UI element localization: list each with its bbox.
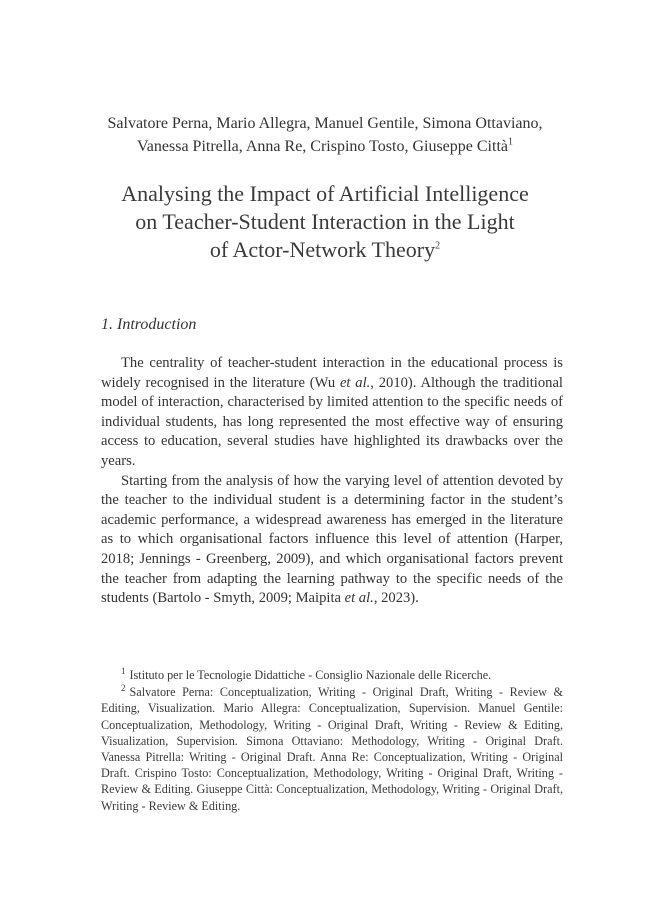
paper-title — [60, 180, 590, 264]
author-footnote-ref[interactable]: 1 — [508, 136, 513, 148]
footnotes — [101, 667, 563, 814]
paragraph-1-etal: et al. — [339, 374, 371, 391]
title-line-3-text: of Actor-Network Theory — [209, 237, 436, 262]
author-line-2-text: Vanessa Pitrella, Anna Re, Crispino Tosto, Giuseppe Città — [137, 138, 508, 155]
footnote-2 — [101, 684, 563, 814]
footnote-1-text: Istituto per le Tecnologie Didattiche - Consiglio Nazionale delle Ricerche. — [129, 668, 492, 682]
paragraph-2-part-a: Starting from the analysis of how the varying level of attention devoted by the teacher to the individual student is a determining factor in the student’s academic performance, a widespread awareness has emerged in the literature as to which organisational factors influence this level of attention (Harper, 2018; Jennings - Greenberg, 2009), and which organisational factors prevent the teacher from adapting the learning pathway to the specific needs of the students (Bartolo - Smyth, 2009; Maipita — [101, 472, 563, 607]
title-footnote-ref[interactable]: 2 — [435, 240, 441, 252]
paragraph-2 — [101, 472, 563, 609]
author-line-1: Salvatore Perna, Mario Allegra, Manuel Gentile, Simona Ottaviano, — [107, 115, 543, 132]
section-heading: 1. Introduction — [101, 316, 197, 333]
author-list — [60, 112, 590, 158]
footnote-1 — [101, 667, 563, 683]
body-text — [101, 354, 563, 609]
paragraph-2-etal: et al. — [344, 590, 374, 607]
footnote-2-text: Salvatore Perna: Conceptualization, Writing - Original Draft, Writing - Review & Editing, Visualization. Mario Allegra: Conceptualization, Supervision. Manuel Gentile: Conceptualization, Methodology, Writing - Original Draft, Writing - Review & Editing, Visualization, Supervision. Simona Ottaviano: Methodology, Writing - Original Draft. Vanessa Pitrella: Writing - Original Draft. Anna Re: Conceptualization, Writing - Original Draft. Crispino Tosto: Conceptualization, Methodology, Writing - Original Draft, Writing - Review & Editing. Giuseppe Città: Conceptualization, Methodology, Writing - Original Draft, Writing - Review & Editing. — [101, 685, 563, 813]
paragraph-1-part-b: , 2010). Although the traditional model of interaction, characterised by limited attention to the specific needs of individual students, has long represented the most effective way of ensuring access to education, several studies have highlighted its drawbacks over the years. — [101, 374, 563, 469]
title-line-2: on Teacher-Student Interaction in the Light — [135, 209, 515, 234]
footnote-1-mark: 1 — [121, 665, 126, 676]
paragraph-1 — [101, 354, 563, 472]
paragraph-1-part-a: The centrality of teacher-student interaction in the educational process is widely recognised in the literature (Wu — [101, 355, 563, 391]
title-line-3 — [60, 236, 590, 264]
paragraph-2-part-b: , 2023). — [373, 590, 419, 607]
title-line-1: Analysing the Impact of Artificial Intelligence — [121, 181, 529, 206]
footnote-2-mark: 2 — [121, 683, 126, 694]
author-line-2 — [60, 135, 590, 158]
